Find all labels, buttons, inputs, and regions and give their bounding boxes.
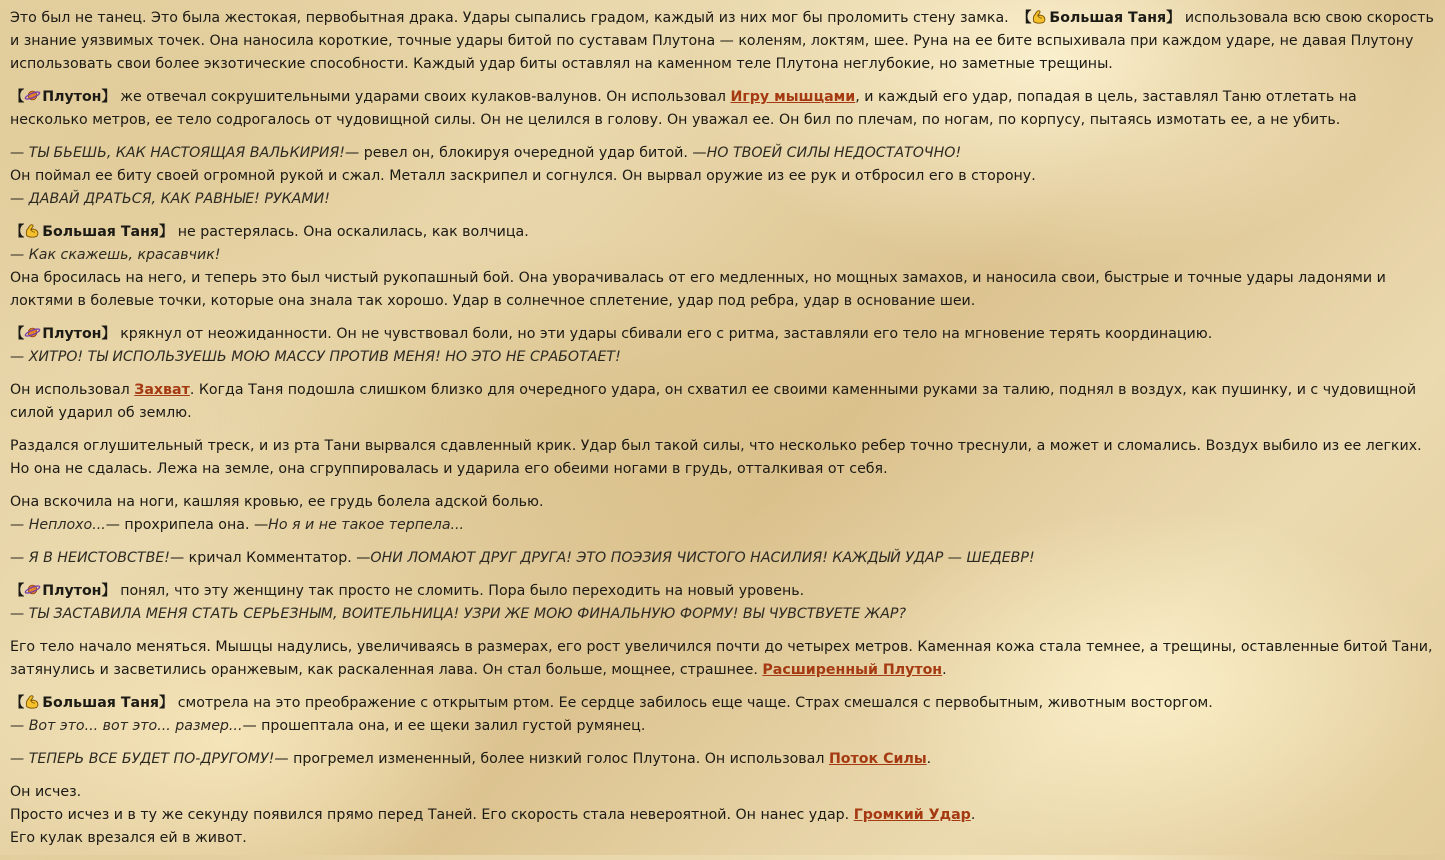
text: Он использовал: [10, 382, 130, 398]
text: не растерялась. Она оскалилась, как волчица.: [177, 224, 529, 240]
text: , и каждый его удар, попадая в цель, заставлял Таню отлетать на несколько метров, ее тело содрогалось от чудовищной силы. Он не целился в голову. Он уважал ее. Он бил по плечам, по ногам, по корпусу, пытаясь измотать ее, а не убить.: [10, 89, 1357, 128]
dialogue: — ДАВАЙ ДРАТЬСЯ, КАК РАВНЫЕ! РУКАМИ!: [10, 191, 330, 207]
character-name: Большая Таня: [42, 695, 159, 711]
text: Она бросилась на него, и теперь это был чистый рукопашный бой. Она уворачивалась от его медленных, но мощных замахов, и наносила свои, быстрые и точные удары ладонями и локтями в болевые точки, которые она знала так хорошо. Удар в солнечное сплетение, удар под ребра, удар в основание шеи.: [10, 270, 1386, 309]
paragraph-12: [10, 692, 1435, 738]
paragraph-1: [10, 7, 1435, 76]
character-tag-pluton[interactable]: 【 Плутон】: [10, 326, 116, 342]
dialogue: Но я и не такое терпела...: [268, 517, 465, 533]
dialogue: — Неплохо...: [10, 517, 106, 533]
text: Она вскочила на ноги, кашляя кровью, ее грудь болела адской болью.: [10, 494, 544, 510]
text: же отвечал сокрушительными ударами своих кулаков-валунов. Он использовал: [120, 89, 726, 105]
paragraph-10: [10, 580, 1435, 626]
paragraph-13: [10, 748, 1435, 771]
dialogue: — ТЫ ЗАСТАВИЛА МЕНЯ СТАТЬ СЕРЬЕЗНЫМ, ВОИТЕЛЬНИЦА! УЗРИ ЖЕ МОЮ ФИНАЛЬНУЮ ФОРМУ! ВЫ ЧУВСТВУЕТЕ ЖАР?: [10, 606, 906, 622]
tag-line: [10, 221, 1435, 244]
dialogue: — ТЕПЕРЬ ВСЕ БУДЕТ ПО-ДРУГОМУ!: [10, 751, 275, 767]
dialogue-line: [10, 715, 1435, 738]
character-tag-tanya[interactable]: 【 Большая Таня】: [1017, 10, 1181, 26]
character-tag-tanya[interactable]: 【 Большая Таня】: [10, 695, 174, 711]
text: смотрела на это преображение с открытым ртом. Ее сердце забилось еще чаще. Страх смешался с первобытным, животным восторгом.: [177, 695, 1213, 711]
flexed-arm-icon: [24, 223, 41, 238]
text: крякнул от неожиданности. Он не чувствовал боли, но эти удары сбивали его с ритма, заставляли его тело на мгновение терять координацию.: [120, 326, 1213, 342]
dialogue: — ХИТРО! ТЫ ИСПОЛЬЗУЕШЬ МОЮ МАССУ ПРОТИВ МЕНЯ! НО ЭТО НЕ СРАБОТАЕТ!: [10, 349, 621, 365]
paragraph-11: [10, 636, 1435, 682]
paragraph-2: [10, 86, 1435, 132]
text: — ревел он, блокируя очередной удар битой. —: [345, 145, 707, 161]
dialogue: — Я В НЕИСТОВСТВЕ!: [10, 550, 170, 566]
paragraph-3: [10, 142, 1435, 211]
skill-link-loud-strike[interactable]: Громкий Удар: [853, 807, 971, 823]
text: Это был не танец. Это была жестокая, первобытная драка. Удары сыпались градом, каждый из них мог бы проломить стену замка.: [10, 10, 1009, 26]
character-tag-pluton[interactable]: 【 Плутон】: [10, 89, 116, 105]
text: Он исчез.: [10, 784, 82, 800]
character-name: Плутон: [42, 89, 102, 105]
text: .: [970, 807, 976, 823]
text: .: [942, 662, 947, 678]
ringed-planet-icon: [24, 88, 41, 103]
text: понял, что эту женщину так просто не сломить. Пора было переходить на новый уровень.: [120, 583, 805, 599]
ringed-planet-icon: [24, 582, 41, 597]
character-tag-tanya[interactable]: 【 Большая Таня】: [10, 224, 174, 240]
text: .: [926, 751, 932, 767]
dialogue: — ТЫ БЬЕШЬ, КАК НАСТОЯЩАЯ ВАЛЬКИРИЯ!: [10, 145, 345, 161]
story-text: [10, 7, 1435, 860]
character-name: Большая Таня: [1049, 10, 1167, 26]
text: Его кулак врезался ей в живот.: [10, 830, 247, 846]
text: — прогремел измененный, более низкий голос Плутона. Он использовал: [274, 751, 825, 767]
tag-line: [10, 692, 1435, 715]
paragraph-7: [10, 435, 1435, 481]
paragraph-4: [10, 221, 1435, 313]
paragraph-14: [10, 781, 1435, 850]
paragraph-6: [10, 379, 1435, 425]
skill-link-muscle-play[interactable]: Игру мышцами: [730, 89, 856, 105]
text: — прохрипела она. —: [105, 517, 269, 533]
tag-line: [10, 580, 1435, 603]
dialogue: ОНИ ЛОМАЮТ ДРУГ ДРУГА! ЭТО ПОЭЗИЯ ЧИСТОГО НАСИЛИЯ! КАЖДЫЙ УДАР — ШЕДЕВР!: [370, 550, 1035, 566]
paragraph-9: [10, 547, 1435, 570]
text: . Когда Таня подошла слишком близко для очередного удара, он схватил ее своими каменными руками за талию, поднял в воздух, как пушинку, и с чудовищной силой ударил об землю.: [10, 382, 1417, 421]
skill-link-power-flow[interactable]: Поток Силы: [828, 751, 927, 767]
character-name: Плутон: [42, 326, 102, 342]
dialogue-line: [10, 142, 1435, 165]
flexed-arm-icon: [1031, 9, 1048, 24]
dialogue-line: [10, 514, 1435, 537]
character-name: Большая Таня: [42, 224, 159, 240]
paragraph-8: [10, 491, 1435, 537]
text: Его тело начало меняться. Мышцы надулись, увеличиваясь в размерах, его рост увеличился почти до четырех метров. Каменная кожа стала темнее, а трещины, оставленные битой Тани, затянулись и засветились оранжевым, как раскаленная лава. Он стал больше, мощнее, страшнее.: [10, 639, 1433, 678]
skill-link-grab[interactable]: Захват: [134, 382, 190, 398]
skill-link-expanded-pluton[interactable]: Расширенный Плутон: [762, 662, 943, 678]
flexed-arm-icon: [24, 694, 41, 709]
text-line: [10, 804, 1435, 827]
text: — прошептала она, и ее щеки залил густой румянец.: [242, 718, 646, 734]
text: Раздался оглушительный треск, и из рта Тани вырвался сдавленный крик. Удар был такой силы, что несколько ребер точно треснули, а может и сломались. Воздух выбило из ее легких. Но она не сдалась. Лежа на земле, она сгруппировалась и ударила его обеими ногами в грудь, отталкивая от себя.: [10, 438, 1422, 477]
character-tag-pluton[interactable]: 【 Плутон】: [10, 583, 116, 599]
character-name: Плутон: [42, 583, 102, 599]
tag-line: [10, 323, 1435, 346]
text: использовала всю свою скорость и знание уязвимых точек. Она наносила короткие, точные удары битой по суставам Плутона — коленям, локтям, шее. Руна на ее бите вспыхивала при каждом ударе, не давая Плутону использовать свои более экзотические способности. Каждый удар биты оставлял на каменном теле Плутона неглубокие, но заметные трещины.: [10, 10, 1434, 72]
text: — кричал Комментатор. —: [169, 550, 371, 566]
dialogue: — Вот это... вот это... размер...: [10, 718, 243, 734]
text: Просто исчез и в ту же секунду появился прямо перед Таней. Его скорость стала невероятной. Он нанес удар.: [10, 807, 850, 823]
dialogue: — Как скажешь, красавчик!: [10, 247, 221, 263]
dialogue: НО ТВОЕЙ СИЛЫ НЕДОСТАТОЧНО!: [706, 145, 962, 161]
text: Он поймал ее биту своей огромной рукой и сжал. Металл заскрипел и согнулся. Он вырвал оружие из ее рук и отбросил его в сторону.: [10, 168, 1036, 184]
ringed-planet-icon: [24, 325, 41, 340]
paragraph-5: [10, 323, 1435, 369]
